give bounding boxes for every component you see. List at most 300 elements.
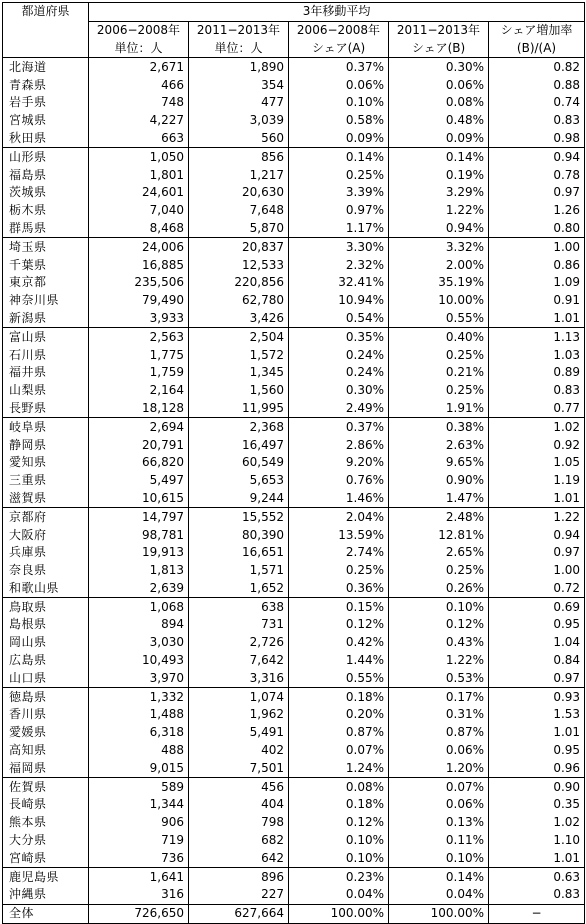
share-a-cell: 0.10% <box>289 832 389 850</box>
share-ratio-cell: 0.91 <box>489 292 585 310</box>
share-ratio-cell: 0.97 <box>489 669 585 687</box>
share-a-cell: 0.18% <box>289 688 389 706</box>
table-row <box>3 508 585 526</box>
table-row <box>3 238 585 256</box>
share-ratio-cell: 0.35 <box>489 796 585 814</box>
count-2006-2008-cell: 1,050 <box>89 148 189 166</box>
count-2011-2013-cell: 2,726 <box>189 634 289 652</box>
share-ratio-cell: 1.02 <box>489 814 585 832</box>
count-2011-2013-cell: 7,501 <box>189 759 289 777</box>
share-ratio-cell: 1.13 <box>489 328 585 346</box>
share-b-cell: 0.07% <box>389 778 489 796</box>
count-2006-2008-cell: 14,797 <box>89 508 189 526</box>
share-a-cell: 0.12% <box>289 814 389 832</box>
table-row <box>3 669 585 687</box>
prefecture-cell: 群馬県 <box>3 220 89 238</box>
table-row <box>3 220 585 238</box>
count-2011-2013-cell: 638 <box>189 598 289 616</box>
share-b-cell: 0.14% <box>389 148 489 166</box>
share-b-cell: 1.22% <box>389 202 489 220</box>
count-2011-2013-cell: 16,497 <box>189 436 289 454</box>
table-row <box>3 94 585 112</box>
share-a-cell: 0.10% <box>289 849 389 867</box>
count-2006-2008-cell: 7,040 <box>89 202 189 220</box>
share-ratio-cell: 0.69 <box>489 598 585 616</box>
count-2011-2013-cell: 354 <box>189 76 289 94</box>
count-2006-2008-cell: 663 <box>89 130 189 148</box>
share-ratio-cell: 0.90 <box>489 778 585 796</box>
share-ratio-cell: 0.82 <box>489 58 585 76</box>
count-2011-2013-cell: 3,426 <box>189 310 289 328</box>
table-row <box>3 616 585 634</box>
share-ratio-cell: 0.83 <box>489 382 585 400</box>
prefecture-cell: 栃木県 <box>3 202 89 220</box>
table-row <box>3 814 585 832</box>
count-2011-2013-cell: 3,039 <box>189 112 289 130</box>
share-a-cell: 0.58% <box>289 112 389 130</box>
count-2011-2013-cell: 560 <box>189 130 289 148</box>
prefecture-cell: 埼玉県 <box>3 238 89 256</box>
share-a-cell: 1.46% <box>289 490 389 508</box>
prefecture-cell: 新潟県 <box>3 310 89 328</box>
table-row <box>3 778 585 796</box>
share-b-cell: 0.26% <box>389 580 489 598</box>
share-a-cell: 0.23% <box>289 868 389 886</box>
count-2006-2008-cell: 20,791 <box>89 436 189 454</box>
table-row <box>3 346 585 364</box>
count-2006-2008-cell: 3,933 <box>89 310 189 328</box>
share-a-cell: 0.06% <box>289 76 389 94</box>
table-row <box>3 562 585 580</box>
table-row <box>3 652 585 670</box>
count-2006-2008-cell: 1,488 <box>89 706 189 724</box>
share-ratio-cell: 0.95 <box>489 616 585 634</box>
share-ratio-cell: 1.00 <box>489 562 585 580</box>
table-row <box>3 292 585 310</box>
share-a-cell: 0.37% <box>289 418 389 436</box>
share-ratio-cell: 1.19 <box>489 472 585 490</box>
share-ratio-cell: 1.26 <box>489 202 585 220</box>
prefecture-cell: 大阪府 <box>3 526 89 544</box>
share-b-cell: 0.06% <box>389 76 489 94</box>
share-b-cell: 0.08% <box>389 94 489 112</box>
share-ratio-cell: 1.01 <box>489 310 585 328</box>
share-b-cell: 0.10% <box>389 598 489 616</box>
share-b-cell: 0.06% <box>389 742 489 760</box>
prefecture-cell: 佐賀県 <box>3 778 89 796</box>
prefecture-cell: 秋田県 <box>3 130 89 148</box>
table-row <box>3 112 585 130</box>
table-row <box>3 490 585 508</box>
prefecture-cell: 岡山県 <box>3 634 89 652</box>
table-row <box>3 886 585 904</box>
count-2006-2008-cell: 1,068 <box>89 598 189 616</box>
share-ratio-cell: 1.00 <box>489 238 585 256</box>
table-row <box>3 742 585 760</box>
prefecture-cell: 山形県 <box>3 148 89 166</box>
share-a-cell: 0.54% <box>289 310 389 328</box>
count-2011-2013-cell: 1,571 <box>189 562 289 580</box>
count-2011-2013-cell: 15,552 <box>189 508 289 526</box>
table-row <box>3 634 585 652</box>
prefecture-cell: 静岡県 <box>3 436 89 454</box>
prefecture-cell: 奈良県 <box>3 562 89 580</box>
share-b-cell: 0.14% <box>389 868 489 886</box>
share-a-cell: 2.32% <box>289 256 389 274</box>
share-ratio-cell: 0.84 <box>489 652 585 670</box>
count-2006-2008-cell: 748 <box>89 94 189 112</box>
prefecture-cell: 山梨県 <box>3 382 89 400</box>
count-2011-2013-cell: 227 <box>189 886 289 904</box>
share-b-cell: 0.19% <box>389 166 489 184</box>
table-row <box>3 454 585 472</box>
count-2011-2013-cell: 1,962 <box>189 706 289 724</box>
count-2011-2013-cell: 856 <box>189 148 289 166</box>
count-2006-2008-cell: 1,641 <box>89 868 189 886</box>
count-2011-2013-cell: 20,630 <box>189 184 289 202</box>
share-b-cell: 1.20% <box>389 759 489 777</box>
share-b-cell: 0.43% <box>389 634 489 652</box>
count-2011-2013-cell: 62,780 <box>189 292 289 310</box>
table-row <box>3 202 585 220</box>
share-ratio-cell: 1.05 <box>489 454 585 472</box>
count-2011-2013-cell: 477 <box>189 94 289 112</box>
share-a-cell: 0.24% <box>289 346 389 364</box>
prefecture-cell: 長野県 <box>3 400 89 418</box>
share-b-cell: 0.90% <box>389 472 489 490</box>
prefecture-cell: 神奈川県 <box>3 292 89 310</box>
count-2006-2008-cell: 19,913 <box>89 544 189 562</box>
share-a-cell: 0.35% <box>289 328 389 346</box>
share-a-cell: 0.08% <box>289 778 389 796</box>
prefecture-cell: 山口県 <box>3 669 89 687</box>
share-a-cell: 0.24% <box>289 364 389 382</box>
share-ratio-cell: 0.95 <box>489 742 585 760</box>
share-a-cell: 32.41% <box>289 274 389 292</box>
share-a-cell: 2.86% <box>289 436 389 454</box>
share-ratio-cell: 0.94 <box>489 148 585 166</box>
table-row <box>3 310 585 328</box>
table-container <box>2 2 584 924</box>
share-b-cell: 0.30% <box>389 58 489 76</box>
prefecture-cell: 福島県 <box>3 166 89 184</box>
count-2011-2013-cell: 16,651 <box>189 544 289 562</box>
share-b-cell: 10.00% <box>389 292 489 310</box>
header-col1-line2: 単位：人 <box>89 40 189 58</box>
count-2006-2008-cell: 2,164 <box>89 382 189 400</box>
share-ratio-cell: 1.01 <box>489 849 585 867</box>
count-2011-2013-cell: 11,995 <box>189 400 289 418</box>
count-2006-2008-cell: 16,885 <box>89 256 189 274</box>
table-row <box>3 76 585 94</box>
share-a-cell: 10.94% <box>289 292 389 310</box>
share-ratio-cell: 1.01 <box>489 490 585 508</box>
share-a-cell: 13.59% <box>289 526 389 544</box>
count-2011-2013-cell: 7,648 <box>189 202 289 220</box>
prefecture-cell: 長崎県 <box>3 796 89 814</box>
prefecture-cell: 千葉県 <box>3 256 89 274</box>
table-row <box>3 184 585 202</box>
share-b-cell: 0.25% <box>389 562 489 580</box>
share-b-cell: 1.91% <box>389 400 489 418</box>
share-ratio-cell: 0.74 <box>489 94 585 112</box>
share-b-cell: 0.87% <box>389 724 489 742</box>
count-2006-2008-cell: 906 <box>89 814 189 832</box>
prefecture-cell: 和歌山県 <box>3 580 89 598</box>
prefecture-cell: 沖縄県 <box>3 886 89 904</box>
share-ratio-cell: 1.04 <box>489 634 585 652</box>
share-a-cell: 0.30% <box>289 382 389 400</box>
share-a-cell: 0.87% <box>289 724 389 742</box>
count-2011-2013-cell: 1,572 <box>189 346 289 364</box>
header-blank <box>3 21 89 39</box>
count-2006-2008-cell: 488 <box>89 742 189 760</box>
share-a-cell: 0.36% <box>289 580 389 598</box>
header-col3-line1: 2006−2008年 <box>289 21 389 39</box>
share-ratio-cell: 0.72 <box>489 580 585 598</box>
prefecture-cell: 石川県 <box>3 346 89 364</box>
count-2011-2013-cell: 2,504 <box>189 328 289 346</box>
count-2006-2008-cell: 5,497 <box>89 472 189 490</box>
table-header <box>3 3 585 58</box>
count-2006-2008-cell: 1,813 <box>89 562 189 580</box>
share-b-cell: 3.32% <box>389 238 489 256</box>
share-ratio-cell: 0.63 <box>489 868 585 886</box>
prefecture-cell: 鹿児島県 <box>3 868 89 886</box>
share-a-cell: 0.97% <box>289 202 389 220</box>
share-a-cell: 3.30% <box>289 238 389 256</box>
count-2011-2013-cell: 731 <box>189 616 289 634</box>
count-2011-2013-cell: 1,652 <box>189 580 289 598</box>
count-2006-2008-cell: 98,781 <box>89 526 189 544</box>
table-row <box>3 364 585 382</box>
count-2011-2013-cell: 404 <box>189 796 289 814</box>
prefecture-cell: 兵庫県 <box>3 544 89 562</box>
table-row <box>3 58 585 76</box>
share-b-cell: 0.40% <box>389 328 489 346</box>
share-a-cell: 1.24% <box>289 759 389 777</box>
table-row <box>3 849 585 867</box>
share-ratio-cell: 0.96 <box>489 759 585 777</box>
count-2006-2008-cell: 6,318 <box>89 724 189 742</box>
count-2006-2008-cell: 9,015 <box>89 759 189 777</box>
share-b-cell: 35.19% <box>389 274 489 292</box>
count-2011-2013-cell: 20,837 <box>189 238 289 256</box>
count-2011-2013-cell: 60,549 <box>189 454 289 472</box>
count-2011-2013-cell: 402 <box>189 742 289 760</box>
share-b-cell: 2.63% <box>389 436 489 454</box>
share-b-cell: 0.17% <box>389 688 489 706</box>
share-b-cell: 0.21% <box>389 364 489 382</box>
header-prefecture: 都道府県 <box>3 3 89 22</box>
count-2006-2008-cell: 1,801 <box>89 166 189 184</box>
share-a-cell: 0.07% <box>289 742 389 760</box>
total-label: 全体 <box>3 904 89 923</box>
count-2006-2008-cell: 235,506 <box>89 274 189 292</box>
table-row <box>3 274 585 292</box>
count-2006-2008-cell: 894 <box>89 616 189 634</box>
count-2011-2013-cell: 682 <box>189 832 289 850</box>
share-b-cell: 2.65% <box>389 544 489 562</box>
share-ratio-cell: 0.92 <box>489 436 585 454</box>
share-ratio-cell: 0.80 <box>489 220 585 238</box>
share-b-cell: 2.00% <box>389 256 489 274</box>
count-2011-2013-cell: 80,390 <box>189 526 289 544</box>
prefecture-cell: 岐阜県 <box>3 418 89 436</box>
share-a-cell: 0.12% <box>289 616 389 634</box>
share-b-cell: 100.00% <box>389 904 489 923</box>
prefecture-cell: 富山県 <box>3 328 89 346</box>
share-b-cell: 9.65% <box>389 454 489 472</box>
share-a-cell: 0.04% <box>289 886 389 904</box>
table-row <box>3 400 585 418</box>
share-ratio-cell: 1.01 <box>489 724 585 742</box>
prefecture-cell: 宮城県 <box>3 112 89 130</box>
table-row <box>3 418 585 436</box>
count-2006-2008-cell: 4,227 <box>89 112 189 130</box>
share-b-cell: 0.55% <box>389 310 489 328</box>
prefecture-cell: 福岡県 <box>3 759 89 777</box>
share-b-cell: 0.10% <box>389 849 489 867</box>
prefecture-share-table <box>2 2 585 924</box>
share-ratio-cell: 1.10 <box>489 832 585 850</box>
table-row <box>3 580 585 598</box>
prefecture-cell: 熊本県 <box>3 814 89 832</box>
prefecture-cell: 北海道 <box>3 58 89 76</box>
share-b-cell: 0.09% <box>389 130 489 148</box>
share-a-cell: 3.39% <box>289 184 389 202</box>
table-body <box>3 58 585 923</box>
share-ratio-cell: 0.98 <box>489 130 585 148</box>
count-2006-2008-cell: 10,615 <box>89 490 189 508</box>
count-2011-2013-cell: 456 <box>189 778 289 796</box>
count-2006-2008-cell: 2,694 <box>89 418 189 436</box>
count-2006-2008-cell: 79,490 <box>89 292 189 310</box>
share-a-cell: 0.20% <box>289 706 389 724</box>
prefecture-cell: 広島県 <box>3 652 89 670</box>
header-col5-line2: (B)/(A) <box>489 40 585 58</box>
count-2011-2013-cell: 1,345 <box>189 364 289 382</box>
header-blank <box>3 40 89 58</box>
share-b-cell: 0.53% <box>389 669 489 687</box>
table-row <box>3 706 585 724</box>
table-row <box>3 832 585 850</box>
count-2011-2013-cell: 9,244 <box>189 490 289 508</box>
share-a-cell: 9.20% <box>289 454 389 472</box>
share-a-cell: 1.17% <box>289 220 389 238</box>
prefecture-cell: 香川県 <box>3 706 89 724</box>
share-a-cell: 0.14% <box>289 148 389 166</box>
table-row <box>3 148 585 166</box>
table-row <box>3 436 585 454</box>
share-a-cell: 0.15% <box>289 598 389 616</box>
count-2011-2013-cell: 5,870 <box>189 220 289 238</box>
share-a-cell: 1.44% <box>289 652 389 670</box>
count-2011-2013-cell: 627,664 <box>189 904 289 923</box>
count-2006-2008-cell: 24,601 <box>89 184 189 202</box>
share-ratio-cell: 0.97 <box>489 184 585 202</box>
table-row <box>3 166 585 184</box>
prefecture-cell: 大分県 <box>3 832 89 850</box>
share-a-cell: 0.09% <box>289 130 389 148</box>
count-2011-2013-cell: 1,890 <box>189 58 289 76</box>
prefecture-cell: 島根県 <box>3 616 89 634</box>
share-ratio-cell: 1.09 <box>489 274 585 292</box>
share-b-cell: 1.22% <box>389 652 489 670</box>
header-col4-line2: シェア(B) <box>389 40 489 58</box>
share-ratio-cell: 1.02 <box>489 418 585 436</box>
share-b-cell: 0.48% <box>389 112 489 130</box>
table-row <box>3 688 585 706</box>
count-2006-2008-cell: 736 <box>89 849 189 867</box>
share-a-cell: 0.37% <box>289 58 389 76</box>
table-row <box>3 724 585 742</box>
prefecture-cell: 東京都 <box>3 274 89 292</box>
share-b-cell: 0.94% <box>389 220 489 238</box>
share-a-cell: 100.00% <box>289 904 389 923</box>
share-b-cell: 3.29% <box>389 184 489 202</box>
share-b-cell: 0.12% <box>389 616 489 634</box>
count-2006-2008-cell: 466 <box>89 76 189 94</box>
prefecture-cell: 徳島県 <box>3 688 89 706</box>
share-ratio-cell: − <box>489 904 585 923</box>
header-moving-average: 3年移動平均 <box>89 3 585 22</box>
count-2006-2008-cell: 2,671 <box>89 58 189 76</box>
count-2006-2008-cell: 1,759 <box>89 364 189 382</box>
prefecture-cell: 愛媛県 <box>3 724 89 742</box>
table-row <box>3 544 585 562</box>
share-a-cell: 0.55% <box>289 669 389 687</box>
count-2006-2008-cell: 2,639 <box>89 580 189 598</box>
header-col2-line1: 2011−2013年 <box>189 21 289 39</box>
share-b-cell: 2.48% <box>389 508 489 526</box>
share-b-cell: 0.25% <box>389 382 489 400</box>
count-2006-2008-cell: 24,006 <box>89 238 189 256</box>
count-2006-2008-cell: 1,344 <box>89 796 189 814</box>
share-ratio-cell: 0.93 <box>489 688 585 706</box>
prefecture-cell: 岩手県 <box>3 94 89 112</box>
share-a-cell: 0.76% <box>289 472 389 490</box>
prefecture-cell: 福井県 <box>3 364 89 382</box>
share-ratio-cell: 0.83 <box>489 112 585 130</box>
share-ratio-cell: 0.88 <box>489 76 585 94</box>
share-a-cell: 2.49% <box>289 400 389 418</box>
count-2006-2008-cell: 3,030 <box>89 634 189 652</box>
total-row <box>3 904 585 923</box>
prefecture-cell: 鳥取県 <box>3 598 89 616</box>
share-ratio-cell: 0.86 <box>489 256 585 274</box>
count-2011-2013-cell: 1,217 <box>189 166 289 184</box>
prefecture-cell: 青森県 <box>3 76 89 94</box>
table-row <box>3 796 585 814</box>
header-col3-line2: シェア(A) <box>289 40 389 58</box>
count-2006-2008-cell: 10,493 <box>89 652 189 670</box>
count-2011-2013-cell: 1,074 <box>189 688 289 706</box>
prefecture-cell: 宮崎県 <box>3 849 89 867</box>
header-col2-line2: 単位：人 <box>189 40 289 58</box>
share-b-cell: 0.04% <box>389 886 489 904</box>
share-b-cell: 0.11% <box>389 832 489 850</box>
table-row <box>3 256 585 274</box>
share-ratio-cell: 0.83 <box>489 886 585 904</box>
share-ratio-cell: 0.89 <box>489 364 585 382</box>
share-a-cell: 2.04% <box>289 508 389 526</box>
share-a-cell: 0.18% <box>289 796 389 814</box>
count-2011-2013-cell: 3,316 <box>189 669 289 687</box>
count-2006-2008-cell: 1,332 <box>89 688 189 706</box>
count-2006-2008-cell: 589 <box>89 778 189 796</box>
share-b-cell: 0.06% <box>389 796 489 814</box>
